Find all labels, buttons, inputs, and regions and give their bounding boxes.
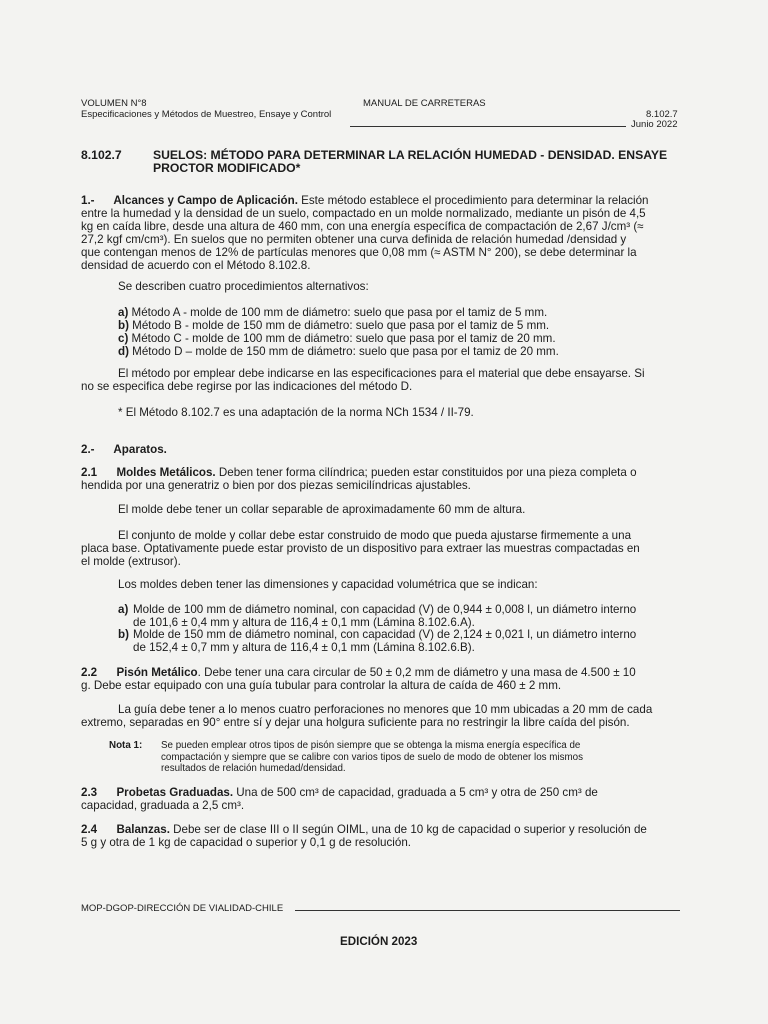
section-2-4-heading: 2.4 Balanzas. [81,823,170,836]
header-rule [350,126,626,127]
footer-edition: EDICIÓN 2023 [340,935,418,948]
header-date: Junio 2022 [631,119,678,130]
header-code: 8.102.7 [646,109,678,120]
section-2-1-heading: 2.1 Moldes Metálicos. [81,466,216,479]
section-2-4-paragraph: 2.4 Balanzas. Debe ser de clase III o II según OIML, una de 10 kg de capacidad o superior y resolución de 5 g y otra de 1 kg de capacidad o superior y 0,1 g de resolución. [81,823,647,849]
section-1-line: 27,2 kgf cm/cm³). En suelos que no permiten obtener una curva definida de relación humedad /densidad y [81,233,627,246]
section-2-2-heading: 2.2 Pisón Metálico [81,666,198,679]
section-1-heading: 1.- Alcances y Campo de Aplicación. [81,194,298,207]
section-1-line: kg en caída libre, desde una altura de 460 mm, con una energía específica de compactación de 2,67 J/cm³ (≈ [81,220,644,233]
footer-rule [295,910,680,911]
section-1-paragraph [81,194,681,272]
section-2-heading: 2.- Aparatos. [81,443,167,456]
section-1-line: densidad de acuerdo con el Método 8.102.8. [81,259,311,272]
header-subtitle: Especificaciones y Métodos de Muestreo, Ensaye y Control [81,109,332,120]
doc-title-line1: SUELOS: MÉTODO PARA DETERMINAR LA RELACIÓN HUMEDAD - DENSIDAD. ENSAYE [153,148,668,162]
method-choice-paragraph: El método por emplear debe indicarse en las especificaciones para el material que debe ensayarse. Si no se especifica debe regirse por las indicaciones del método D. [81,367,645,393]
dims-intro: Los moldes deben tener las dimensiones y capacidad volumétrica que se indican: [118,578,538,591]
section-2-3-paragraph: 2.3 Probetas Graduadas. Una de 500 cm³ de capacidad, graduada a 5 cm³ y otra de 250 cm³ de capacidad, graduada a 2,5 cm³. [81,786,598,812]
note-label: Nota 1: [109,740,143,751]
header-manual: MANUAL DE CARRETERAS [363,98,486,109]
mold-b: b) Molde de 150 mm de diámetro nominal, con capacidad (V) de 2,124 ± 0,021 l, un diámetro interno de 152,4 ± 0,7 mm y altura de 116,4 ± 0,1 mm (Lámina 8.102.6.B). [118,628,637,654]
section-1-line: 1.- Alcances y Campo de Aplicación. Este método establece el procedimiento para determinar la relación [81,194,649,207]
collar-text: El molde debe tener un collar separable de aproximadamente 60 mm de altura. [118,503,526,516]
method-a: a) Método A - molde de 100 mm de diámetro: suelo que pasa por el tamiz de 5 mm. [118,306,548,319]
section-1-line: que contengan menos de 12% de partículas menores que 0,08 mm (≈ ASTM N° 200), se debe determinar la [81,246,637,259]
note-text: Se pueden emplear otros tipos de pisón siempre que se obtenga la misma energía específica de compactación y siempre que se calibre con varios tipos de suelo de modo de obtener los mismos resultados de relación humedad/densidad. [161,740,584,775]
method-c: c) Método C - molde de 100 mm de diámetro: suelo que pasa por el tamiz de 20 mm. [118,332,556,345]
footer-org: MOP-DGOP-DIRECCIÓN DE VIALIDAD-CHILE [81,903,284,914]
mold-a: a) Molde de 100 mm de diámetro nominal, con capacidad (V) de 0,944 ± 0,008 l, un diámetro interno de 101,6 ± 0,4 mm y altura de 116,4 ± 0,1 mm (Lámina 8.102.6.A). [118,603,637,629]
method-d: d) Método D – molde de 150 mm de diámetro: suelo que pasa por el tamiz de 20 mm. [118,345,559,358]
section-2-1-paragraph: 2.1 Moldes Metálicos. Deben tener forma cilíndrica; pueden estar constituidos por una pieza completa o hendida por una generatriz o bien por dos piezas semicilíndricas ajustables. [81,466,637,492]
guide-paragraph: La guía debe tener a lo menos cuatro perforaciones no menores que 10 mm ubicadas a 20 mm de cada extremo, separadas en 90° entre sí y dejar una holgura suficiente para no restringir la libre caída del pisón. [81,703,653,729]
footnote: * El Método 8.102.7 es una adaptación de la norma NCh 1534 / II-79. [118,406,474,419]
assembly-paragraph: El conjunto de molde y collar debe estar construido de modo que pueda ajustarse firmemente a una placa base. Optativamente puede estar provisto de un dispositivo para extraer las muestras compactadas en el molde (extrusor). [81,529,640,568]
methods-intro: Se describen cuatro procedimientos alternativos: [118,280,369,293]
section-2-2-paragraph: 2.2 Pisón Metálico. Debe tener una cara circular de 50 ± 0,2 mm de diámetro y una masa de 4.500 ± 10 g. Debe estar equipado con una guía tubular para controlar la altura de caída de 460 ± 2 mm. [81,666,636,692]
doc-title-line2: PROCTOR MODIFICADO* [153,161,301,175]
section-2-3-heading: 2.3 Probetas Graduadas. [81,786,234,799]
header-volume: VOLUMEN N°8 [81,98,147,109]
section-1-line: entre la humedad y la densidad de un suelo, compactado en un molde normalizado, mediante un pisón de 4,5 [81,207,646,220]
doc-number: 8.102.7 [81,148,122,162]
method-b: b) Método B - molde de 150 mm de diámetro: suelo que pasa por el tamiz de 5 mm. [118,319,550,332]
